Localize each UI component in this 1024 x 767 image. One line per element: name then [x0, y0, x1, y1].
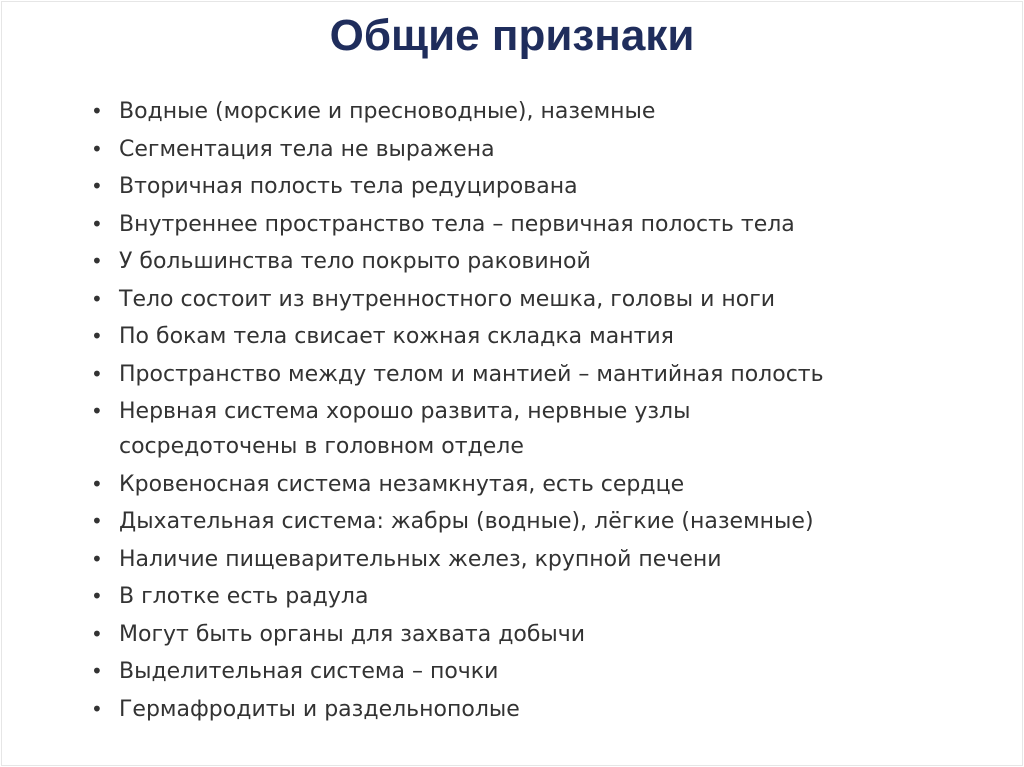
bullet-item [88, 504, 988, 539]
bullet-text: Тело состоит из внутренностного мешка, головы и ноги [119, 286, 776, 312]
bullet-list [88, 94, 988, 729]
bullet-text: Пространство между телом и мантией – мантийная полость [119, 361, 824, 387]
bullet-item [88, 207, 988, 242]
bullet-dot-icon: • [91, 546, 103, 571]
bullet-dot-icon: • [91, 136, 103, 161]
bullet-dot-icon: • [91, 174, 103, 198]
bullet-text: Водные (морские и пресноводные), наземные [119, 99, 656, 124]
bullet-dot-icon: • [91, 584, 103, 608]
bullet-item [88, 394, 988, 464]
bullet-text: Выделительная система – почки [119, 659, 499, 684]
bullet-dot-icon: • [91, 471, 103, 496]
bullet-dot-icon: • [91, 659, 103, 683]
bullet-item [88, 579, 988, 614]
bullet-item [88, 617, 988, 652]
bullet-text: По бокам тела свисает кожная складка мантия [119, 324, 674, 349]
bullet-text: Могут быть органы для захвата добычи [119, 621, 586, 647]
bullet-text: Наличие пищеварительных желез, крупной печени [119, 546, 722, 572]
bullet-text: Кровеносная система незамкнутая, есть сердце [119, 471, 685, 497]
bullet-item [88, 132, 988, 167]
bullet-item [88, 467, 988, 502]
bullet-text: сосредоточены в головном отделе [119, 434, 524, 459]
bullet-text: У большинства тело покрыто раковиной [119, 249, 591, 274]
bullet-text: Внутреннее пространство тела – первичная полость тела [119, 211, 795, 237]
bullet-dot-icon: • [91, 696, 103, 721]
bullet-item [88, 169, 988, 204]
bullet-item [88, 319, 988, 354]
bullet-text: Вторичная полость тела редуцирована [119, 174, 578, 199]
bullet-text: Дыхательная система: жабры (водные), лёгкие (наземные) [119, 509, 814, 534]
bullet-item [88, 692, 988, 727]
bullet-dot-icon: • [91, 399, 103, 423]
bullet-dot-icon: • [91, 361, 103, 386]
bullet-item [88, 282, 988, 317]
bullet-text: Нервная система хорошо развита, нервные узлы [119, 399, 691, 424]
bullet-item [88, 357, 988, 392]
slide-title: Общие признаки [329, 11, 695, 60]
bullet-dot-icon: • [91, 324, 103, 348]
bullet-dot-icon: • [91, 99, 103, 123]
bullet-dot-icon: • [91, 249, 103, 273]
bullet-item [88, 94, 988, 129]
bullet-item [88, 244, 988, 279]
bullet-dot-icon: • [91, 621, 103, 646]
bullet-dot-icon: • [91, 211, 103, 236]
bullet-text: Сегментация тела не выражена [119, 136, 495, 162]
bullet-dot-icon: • [91, 286, 103, 311]
bullet-dot-icon: • [91, 509, 103, 533]
bullet-text: В глотке есть радула [119, 584, 369, 609]
bullet-item [88, 542, 988, 577]
bullet-text: Гермафродиты и раздельнополые [119, 696, 520, 722]
bullet-item [88, 654, 988, 689]
